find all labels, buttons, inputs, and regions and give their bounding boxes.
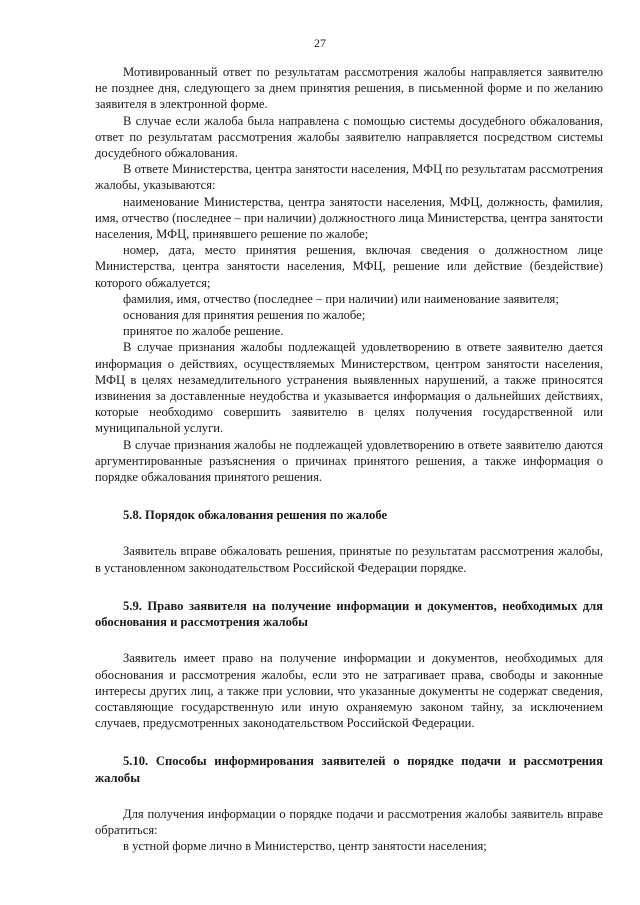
- section-5-10-item: в устной форме лично в Министерство, центр занятости населения;: [123, 839, 487, 854]
- paragraph: В ответе Министерства, центра занятости населения, МФЦ по результатам рассмотрения жалобы, указываются:: [95, 162, 603, 193]
- paragraph: В случае признания жалобы не подлежащей удовлетворению в ответе заявителю даются аргументированные разъяснения о причинах принятого решения, а также информация о порядке обжалования принятого решения.: [95, 437, 603, 485]
- paragraph: Мотивированный ответ по результатам рассмотрения жалобы направляется заявителю не позднее дня, следующего за днем принятия решения, в письменной форме и по желанию заявителя в электронной форме.: [95, 65, 603, 112]
- section-5-9-text: Заявитель имеет право на получение информации и документов, необходимых для обоснования и рассмотрения жалобы, если это не затрагивает права, свободы и законные интересы других лиц, а также при условии, что указанные документы не содержат сведения, составляющие государственную или иную охраняемую законом тайну, за исключением случаев, предусмотренных законодательством Российской Федерации.: [95, 651, 603, 731]
- paragraph: фамилия, имя, отчество (последнее – при наличии) или наименование заявителя;: [123, 291, 559, 306]
- paragraph: наименование Министерства, центра занятости населения, МФЦ, должность, фамилия, имя, отчество (последнее – при наличии) должностного лица Министерства, центра занятости населения, МФЦ, принявшего решение по жалобе;: [95, 194, 603, 242]
- document-body: [95, 64, 603, 854]
- paragraph: основания для принятия решения по жалобе;: [123, 308, 366, 323]
- section-heading-5-10: 5.10. Способы информирования заявителей о порядке подачи и рассмотрения жалобы: [95, 754, 603, 785]
- paragraph: В случае признания жалобы подлежащей удовлетворению в ответе заявителю дается информация о действиях, осуществляемых Министерством, центром занятости населения, МФЦ в целях незамедлительного устранения выявленных нарушений, а также приносятся извинения за доставленные неудобства и указывается информация о дальнейших действиях, которые необходимо совершить заявителю в целях получения государственной или муниципальной услуги.: [95, 340, 603, 436]
- section-5-8-text: Заявитель вправе обжаловать решения, принятые по результатам рассмотрения жалобы, в установленном законодательством Российской Федерации порядке.: [95, 544, 603, 575]
- paragraph: номер, дата, место принятия решения, включая сведения о должностном лице Министерства, центра занятости населения, МФЦ, решение или действие (бездействие) которого обжалуется;: [95, 243, 603, 290]
- section-heading-5-9: 5.9. Право заявителя на получение информации и документов, необходимых для обоснования и рассмотрения жалобы: [95, 598, 603, 630]
- section-heading-5-8: 5.8. Порядок обжалования решения по жалобе: [123, 508, 388, 523]
- paragraph: В случае если жалоба была направлена с помощью системы досудебного обжалования, ответ по результатам рассмотрения жалобы заявителю направляется посредством системы досудебного обжалования.: [95, 113, 603, 161]
- paragraph: принятое по жалобе решение.: [123, 324, 284, 339]
- section-5-10-text: Для получения информации о порядке подачи и рассмотрения жалобы заявитель вправе обратиться:: [95, 806, 603, 837]
- page-number: 27: [314, 36, 326, 50]
